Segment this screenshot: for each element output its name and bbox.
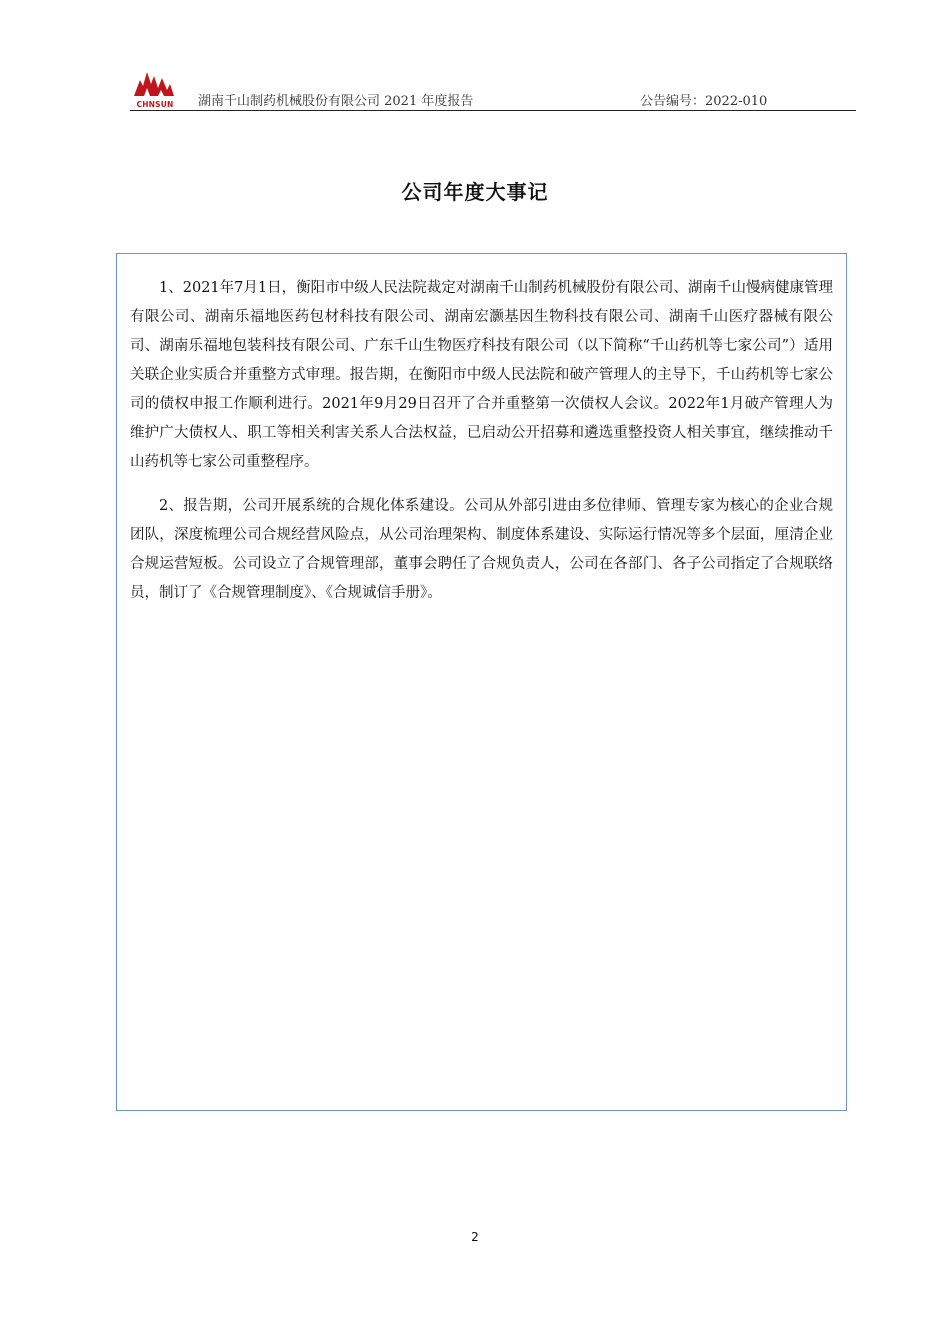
page-number: 2 bbox=[471, 1230, 479, 1244]
logo-text: CHNSUN bbox=[136, 100, 174, 109]
page-header bbox=[130, 60, 856, 111]
company-logo bbox=[132, 66, 176, 108]
events-content-box bbox=[116, 253, 847, 1111]
report-title: 湖南千山制药机械股份有限公司 2021 年度报告 bbox=[198, 94, 474, 109]
event-paragraph-2: 2、报告期，公司开展系统的合规化体系建设。公司从外部引进由多位律师、管理专家为核心的企业合规团队，深度梳理公司合规经营风险点，从公司治理架构、制度体系建设、实际运行情况等多个层面，厘清企业合规运营短板。公司设立了合规管理部，董事会聘任了合规负责人，公司在各部门、各子公司指定了合规联络员，制订了《合规管理制度》、《合规诚信手册》。 bbox=[130, 498, 833, 601]
page-title: 公司年度大事记 bbox=[401, 180, 549, 204]
chinsun-mountain-logo-icon bbox=[132, 66, 176, 98]
event-paragraph-1: 1、2021年7月1日，衡阳市中级人民法院裁定对湖南千山制药机械股份有限公司、湖南千山慢病健康管理有限公司、湖南乐福地医药包材科技有限公司、湖南宏灏基因生物科技有限公司、湖南千山医疗器械有限公司、湖南乐福地包装科技有限公司、广东千山生物医疗科技有限公司（以下简称“千山药机等七家公司”）适用关联企业实质合并重整方式审理。报告期，在衡阳市中级人民法院和破产管理人的主导下，千山药机等七家公司的债权申报工作顺利进行。2021年9月29日召开了合并重整第一次债权人会议。2022年1月破产管理人为维护广大债权人、职工等相关利害关系人合法权益，已启动公开招募和遴选重整投资人相关事宜，继续推动千山药机等七家公司重整程序。 bbox=[130, 280, 833, 470]
notice-number: 公告编号：2022-010 bbox=[640, 94, 768, 109]
